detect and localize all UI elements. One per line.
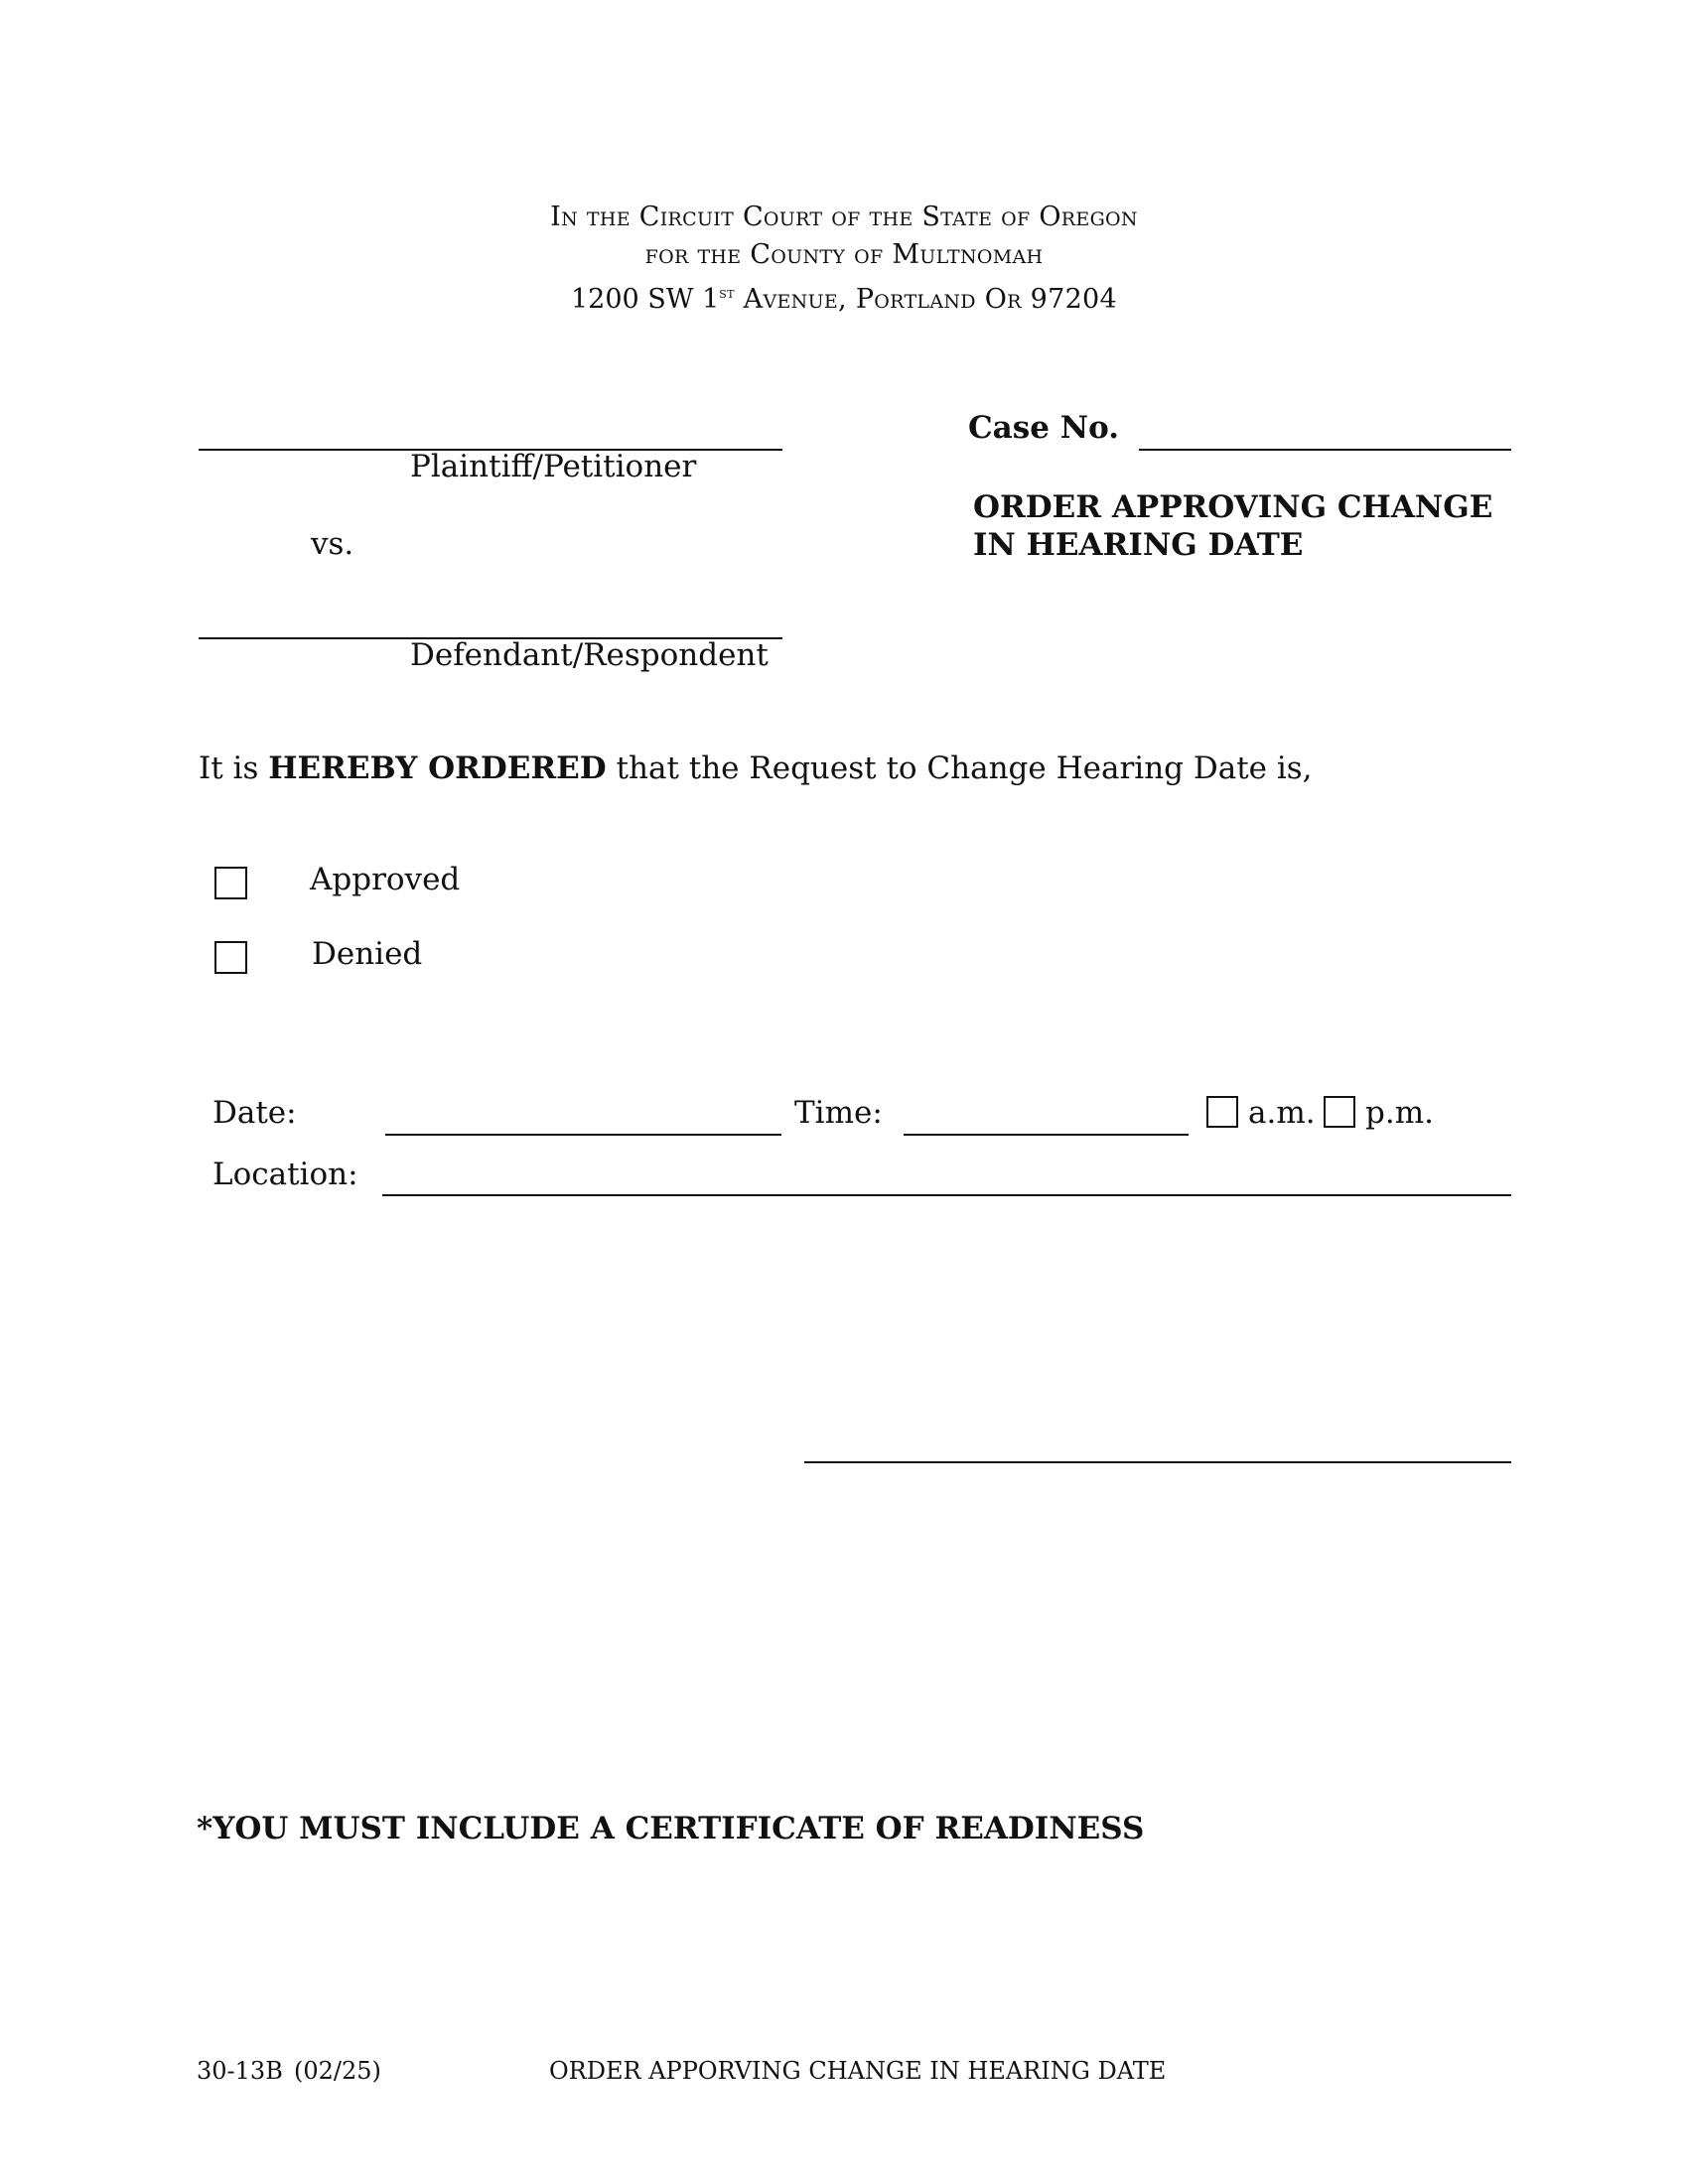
court-header [0, 199, 1688, 319]
approved-checkbox[interactable] [214, 867, 247, 899]
court-name: In the Circuit Court of the State of Oregon [550, 202, 1138, 232]
order-sentence [199, 751, 1313, 786]
certificate-notice: *YOU MUST INCLUDE A CERTIFICATE OF READINESS [197, 1811, 1145, 1846]
order-bold: HEREBY ORDERED [268, 751, 607, 786]
form-code: 30-13B [197, 2057, 283, 2085]
approved-label: Approved [310, 862, 461, 897]
address-ordinal: st [719, 284, 735, 302]
title-line-2: IN HEARING DATE [973, 527, 1304, 563]
date-line[interactable] [385, 1134, 781, 1136]
denied-checkbox[interactable] [214, 941, 247, 974]
pm-label: p.m. [1365, 1095, 1434, 1131]
location-line[interactable] [382, 1194, 1511, 1196]
address-rest: Avenue, Portland Or 97204 [734, 284, 1118, 315]
signature-line[interactable] [804, 1461, 1511, 1463]
time-line[interactable] [904, 1134, 1189, 1136]
vs-label: vs. [311, 526, 354, 562]
pm-checkbox[interactable] [1324, 1096, 1355, 1128]
location-label: Location: [212, 1157, 358, 1192]
denied-label: Denied [312, 936, 423, 972]
case-no-line[interactable] [1139, 449, 1511, 451]
time-label: Time: [794, 1095, 883, 1131]
order-prefix: It is [199, 751, 269, 786]
form-title: ORDER APPORVING CHANGE IN HEARING DATE [549, 2057, 1167, 2085]
order-suffix: that the Request to Change Hearing Date is, [606, 751, 1313, 786]
address-street-number: 1200 SW 1 [570, 284, 720, 315]
document-title [973, 488, 1492, 564]
date-label: Date: [212, 1095, 297, 1131]
title-line-1: ORDER APPROVING CHANGE [973, 489, 1493, 525]
court-address [0, 274, 1688, 319]
am-label: a.m. [1248, 1095, 1316, 1131]
court-county: for the County of Multnomah [644, 239, 1044, 270]
plaintiff-label: Plaintiff/Petitioner [410, 449, 697, 484]
case-no-label: Case No. [968, 410, 1119, 446]
defendant-label: Defendant/Respondent [410, 637, 769, 673]
form-date: (02/25) [294, 2057, 381, 2085]
am-checkbox[interactable] [1206, 1096, 1238, 1128]
